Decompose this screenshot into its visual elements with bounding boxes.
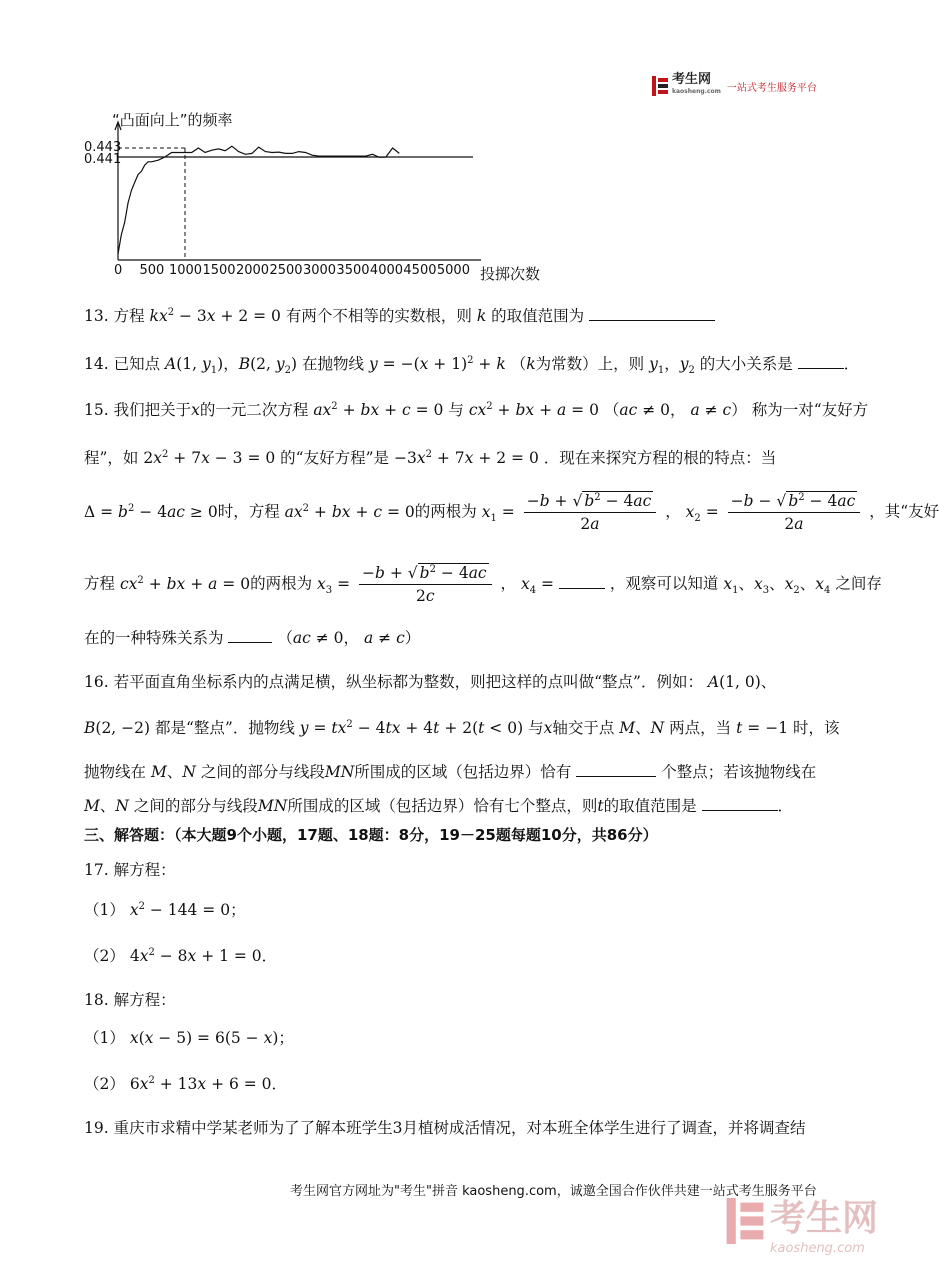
answer-blank[interactable] (702, 794, 778, 811)
brand-domain: kaosheng.com (672, 88, 721, 95)
x-tick-label: 5000 (436, 263, 470, 278)
frequency-chart (100, 120, 500, 280)
x-tick-label: 500 (139, 263, 165, 278)
x-axis-label: 投掷次数 (480, 265, 541, 283)
x-tick-label: 4000 (369, 263, 404, 278)
question-17-part-1: （1） $x^2 - 144 = 0$； (84, 900, 246, 919)
chart-y-label: “凸面向上”的频率 (112, 111, 233, 129)
x-tick-label: 3500 (336, 263, 370, 278)
watermark (726, 1190, 878, 1256)
x-tick-label: 4500 (403, 263, 437, 278)
x-tick-label: 1500 (202, 263, 236, 278)
x-tick-label: 3000 (302, 263, 337, 278)
kaosheng-logo-icon (652, 76, 668, 96)
y-tick-label: 0.441 (84, 152, 122, 167)
question-16-line-3: 抛物线在 M、N 之间的部分与线段MN所围成的区域（包括边界）恰有 个整点；若该抛物线在 (84, 760, 816, 782)
question-18-part-1: （1） x(x − 5) = 6(5 − x)； (84, 1029, 294, 1047)
footer-text: 考生网官方网址为"考生"拼音 kaosheng.com，诚邀全国合作伙伴共建一站式考生服务平台 (290, 1184, 817, 1199)
brand-logo[interactable] (652, 74, 817, 98)
question-16-line-2: B(2, −2) 都是“整点”．抛物线 $y = tx^2 - 4tx + 4t + 2(t < 0)$ 与x轴交于点 M、N 两点，当 t = −1 时，该 (84, 718, 840, 737)
question-19: 19. 重庆市求精中学某老师为了了解本班学生3月植树成活情况，对本班全体学生进行了调查，并将调查结 (84, 1119, 806, 1137)
watermark-logo-icon (726, 1198, 764, 1248)
question-15-line-4: 方程 $cx^2$ + bx + a = 0的两根为 $x_3$ = $\frac{-b + √ b^2 - 4ac}{2c}$ ， $x_4$ = ，观察可以知道 $x_1$、$x_3$、$x_2$、$x_4$ 之间存 (84, 564, 882, 606)
question-15-line-3: $\Delta = b^2 - 4ac \ge 0$时，方程 $ax^2$ + bx + c = 0的两根为 $x_1$ = $\frac{-b + √ b^2 - 4ac}{2a}$ ， $x_2$ = $\frac{-b - √ b^2 - 4ac}{2a}$ ，其“友好 (84, 492, 939, 534)
series-line (118, 146, 399, 254)
x-tick-label: 2000 (235, 263, 270, 278)
answer-blank[interactable] (228, 626, 272, 643)
watermark-domain: kaosheng.com (769, 1241, 865, 1256)
x-tick-label: 2500 (269, 263, 303, 278)
answer-blank[interactable] (559, 572, 605, 589)
section-3-title: 三、解答题：（本大题9个小题，17题、18题：8分，19－25题每题10分，共86分） (84, 826, 658, 844)
question-13: 13. 方程 $kx^2 - 3x + 2 = 0$ 有两个不相等的实数根，则 k 的取值范围为 (84, 304, 715, 326)
question-16-line-4: M、N 之间的部分与线段MN所围成的区域（包括边界）恰有七个整点，则t的取值范围是 ． (84, 794, 793, 816)
question-15-line-2: 程”，如 $2x^2 + 7x - 3 = 0$ 的“友好方程”是 $-3x^2 + 7x + 2 = 0$ ．现在来探究方程的根的特点：当 (84, 448, 777, 467)
answer-blank[interactable] (798, 352, 844, 369)
question-18: 18. 解方程： (84, 991, 176, 1009)
answer-blank[interactable] (589, 304, 715, 321)
brand-name: 考生网 kaosheng.com (672, 74, 721, 98)
brand-tagline: 一站式考生服务平台 (726, 82, 817, 94)
question-15-line-5: 在的一种特殊关系为 （ac ≠ 0， a ≠ c） (84, 626, 420, 648)
x-tick-label: 0 (114, 263, 123, 278)
question-17: 17. 解方程： (84, 861, 176, 879)
question-14: 14. 已知点 A(1, $y_1$)，B(2, $y_2$) 在抛物线 $y = -(x + 1)^2 + k$ （k为常数）上，则 $y_1$，$y_2$ 的大小关系是 ． (84, 352, 859, 376)
y-tick-label: 0.443 (84, 140, 122, 155)
answer-blank[interactable] (576, 760, 656, 777)
question-17-part-2: （2） $4x^2 - 8x + 1 = 0$． (84, 946, 278, 965)
question-15-line-1: 15. 我们把关于x的一元二次方程 $ax^2$ + bx + c = 0 与 $cx^2$ + bx + a = 0 （ac ≠ 0， a ≠ c） 称为一对“友好方 (84, 400, 869, 419)
x-tick-label: 1000 (168, 263, 203, 278)
question-18-part-2: （2） $6x^2 + 13x + 6 = 0$． (84, 1074, 288, 1093)
watermark-name: 考生网 (769, 1198, 878, 1239)
question-16-line-1: 16. 若平面直角坐标系内的点满足横，纵坐标都为整数，则把这样的点叫做“整点”．例如： A(1, 0)、 (84, 673, 777, 691)
